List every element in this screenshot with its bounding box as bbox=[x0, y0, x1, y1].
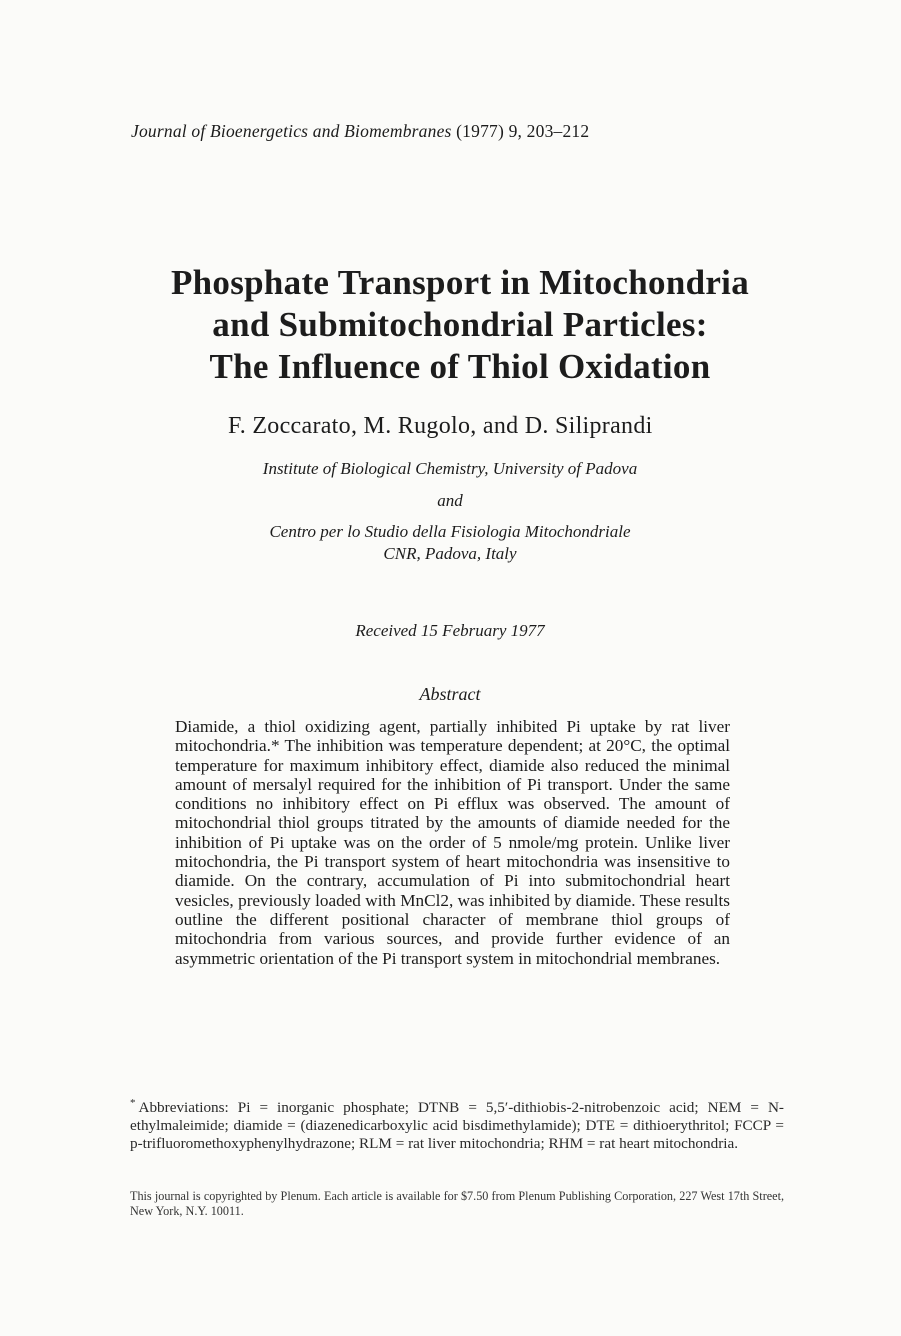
affiliation-line: CNR, Padova, Italy bbox=[383, 544, 517, 563]
journal-name: Journal of Bioenergetics and Biomembranes bbox=[131, 121, 452, 141]
affiliation-line: Centro per lo Studio della Fisiologia Mitochondriale bbox=[269, 522, 631, 541]
affiliation-and: and bbox=[437, 491, 463, 510]
authors: F. Zoccarato, M. Rugolo, and D. Siliprandi bbox=[228, 413, 653, 439]
received-date: Received 15 February 1977 bbox=[355, 621, 545, 640]
footnote-marker: * bbox=[130, 1097, 136, 1109]
journal-citation bbox=[131, 121, 589, 142]
footnote-text: Abbreviations: Pi = inorganic phosphate; DTNB = 5,5′-dithiobis-2-nitrobenzoic acid; NEM = N-ethylmaleimide; diamide = (diazenedicarboxylic acid bisdimethylamide); DTE = dithioerythritol; FCCP = p-trifluoromethoxyphenylhydrazone; RLM = rat liver mitochondria; RHM = rat heart mitochondria. bbox=[130, 1099, 784, 1153]
copyright-notice: This journal is copyrighted by Plenum. Each article is available for $7.50 from Plenum Publishing Corporation, 227 West 17th Street, New York, N.Y. 10011. bbox=[130, 1189, 784, 1218]
journal-volume-pages: (1977) 9, 203–212 bbox=[456, 121, 590, 141]
affiliation-line: Institute of Biological Chemistry, University of Padova bbox=[262, 459, 638, 478]
abstract-heading: Abstract bbox=[419, 684, 481, 704]
title-line: and Submitochondrial Particles: bbox=[212, 305, 708, 344]
title-line: Phosphate Transport in Mitochondria bbox=[170, 263, 750, 302]
title-line: The Influence of Thiol Oxidation bbox=[209, 347, 711, 386]
paper-title bbox=[100, 262, 820, 388]
abstract-text: Diamide, a thiol oxidizing agent, partially inhibited Pi uptake by rat liver mitochondria.* The inhibition was temperature dependent; at 20°C, the optimal temperature for maximum inhibitory effect, diamide also reduced the minimal amount of mersalyl required for the inhibition of Pi transport. Under the same conditions no inhibitory effect on Pi efflux was observed. The amount of mitochondrial thiol groups titrated by the amounts of diamide needed for the inhibition of Pi uptake was on the order of 5 nmole/mg protein. Unlike liver mitochondria, the Pi transport system of heart mitochondria was insensitive to diamide. On the contrary, accumulation of Pi into submitochondrial heart vesicles, previously loaded with MnCl2, was inhibited by diamide. These results outline the different positional character of membrane thiol groups of mitochondria from various sources, and provide further evidence of an asymmetric orientation of the Pi transport system in mitochondrial membranes. bbox=[175, 717, 730, 968]
abbreviations-footnote bbox=[130, 1094, 784, 1154]
